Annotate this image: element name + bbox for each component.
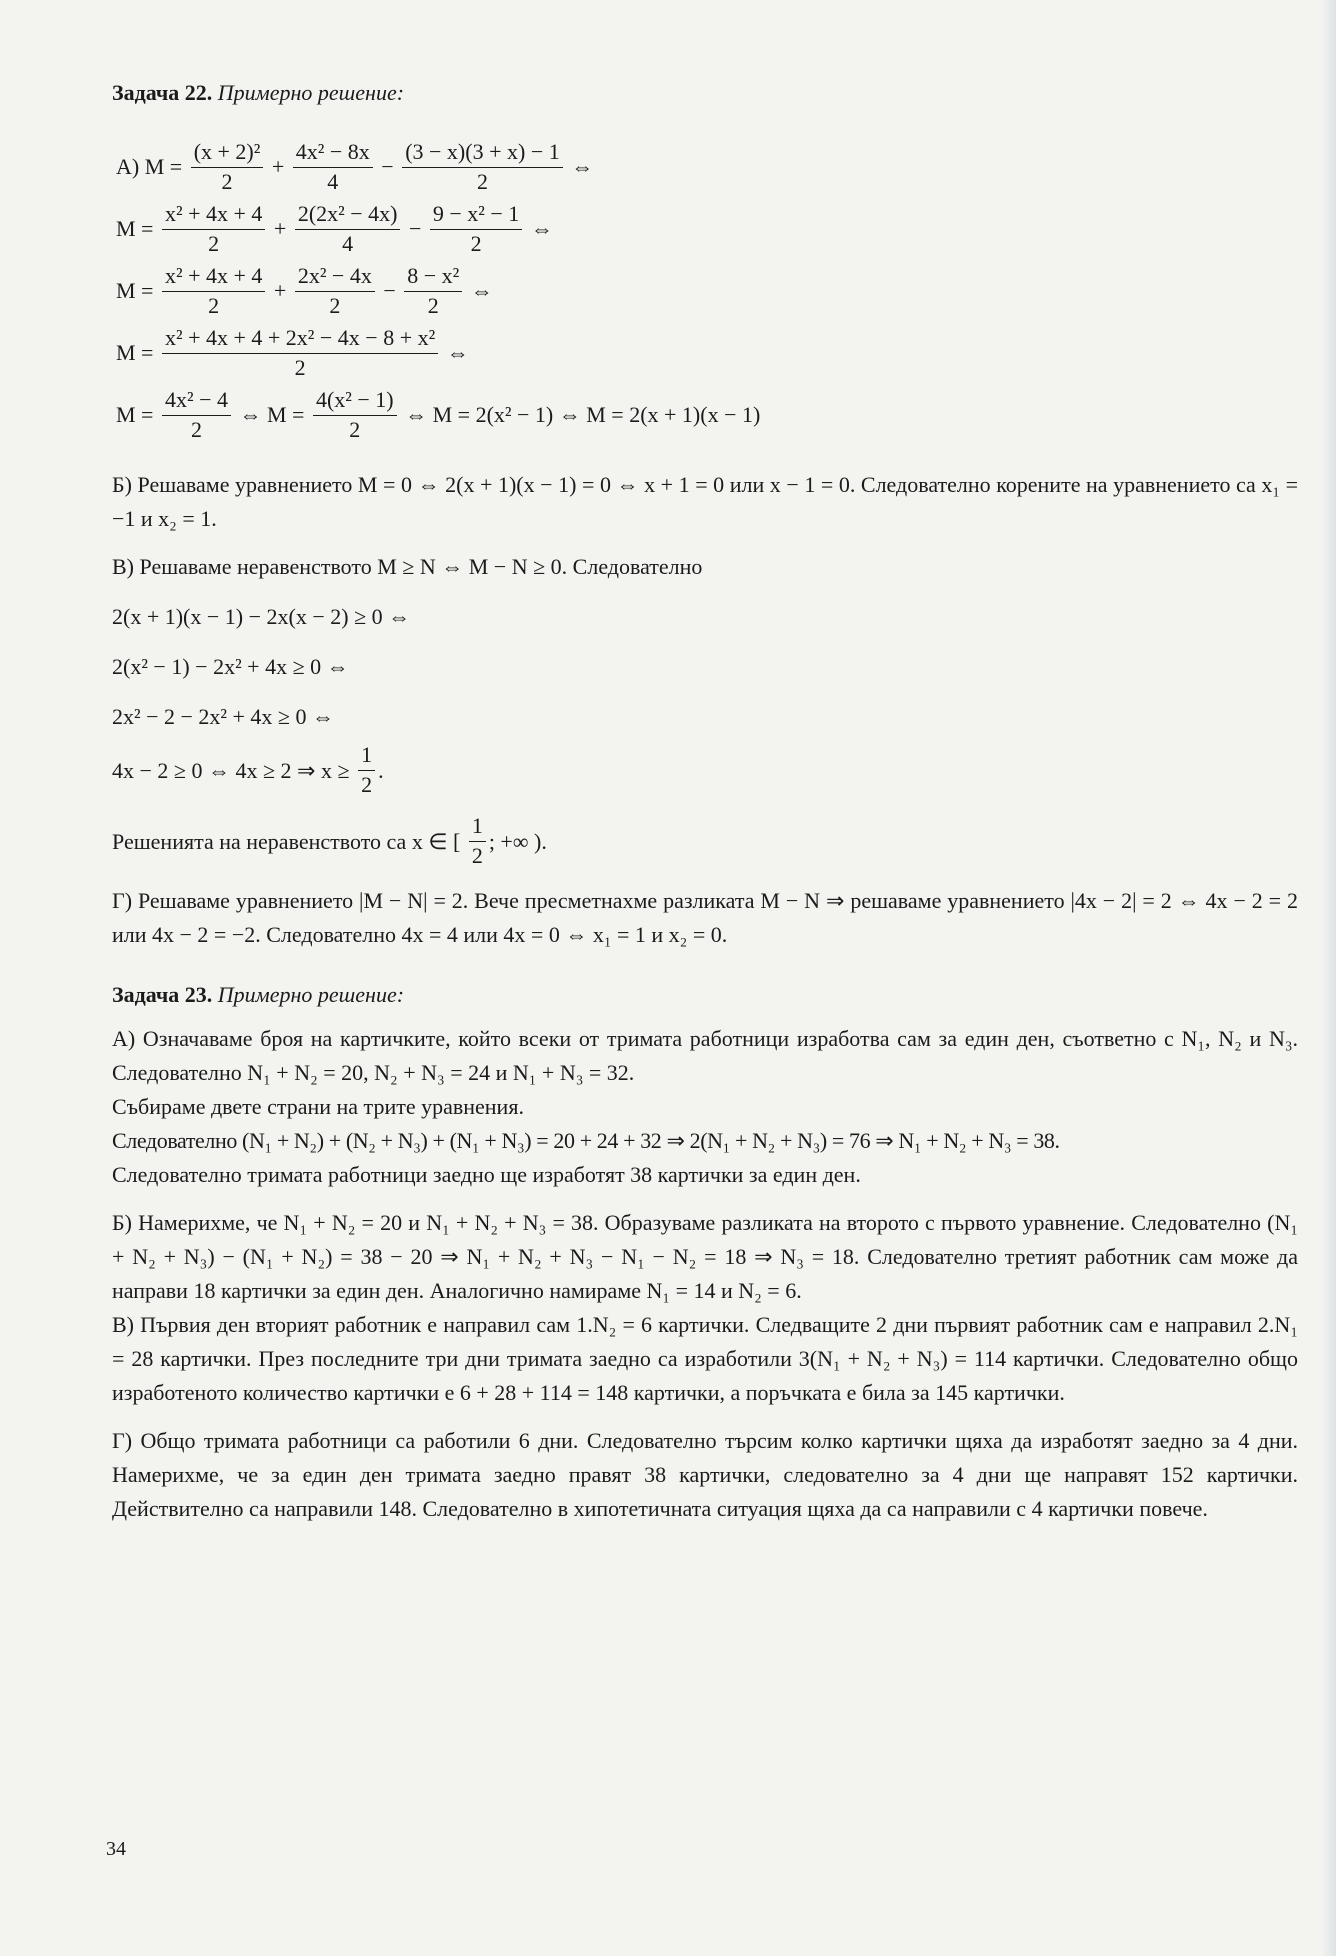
fraction-denominator: 2 <box>190 416 202 442</box>
fraction-denominator: 2 <box>221 168 233 194</box>
task-22-heading <box>112 80 1298 106</box>
fraction-denominator: 4 <box>327 168 339 194</box>
page-content <box>112 80 1298 1526</box>
fraction <box>358 742 375 799</box>
fraction <box>162 201 265 258</box>
task-23-part-a-3: Следователно (N₁ + N₂) + (N₂ + N₃) + (N₁ + N₃) = 20 + 24 + 32 ⇒ 2(N₁ + N₂ + N₃) = 76 ⇒ N₁ + N₂ + N₃ = 38. <box>112 1128 1060 1153</box>
fraction <box>402 139 563 196</box>
math-text: + <box>266 154 290 179</box>
task-22-part-v-intro: В) Решаваме неравенството M ≥ N ⇔ M − N ≥ 0. Следователно <box>112 554 703 579</box>
math-text: ⇔ M = <box>233 402 310 427</box>
task-23-title: Задача 23. <box>112 982 213 1007</box>
fraction <box>162 387 231 444</box>
fraction-denominator: 2 <box>476 168 488 194</box>
task-22-part-a <box>112 136 1298 446</box>
math-text: ⇔ <box>565 154 594 179</box>
task-22-subtitle: Примерно решение: <box>217 80 405 105</box>
task-22-part-v-lines <box>112 592 1298 799</box>
fraction-denominator: 2 <box>470 230 482 256</box>
math-text: 2x² − 2 − 2x² + 4x ≥ 0 ⇔ <box>112 704 334 729</box>
math-text: ⇔ <box>465 278 493 303</box>
task-22-part-g: Г) Решаваме уравнението |M − N| = 2. Вече пресметнахме разликата M − N ⇒ решаваме уравнението |4x − 2| = 2 ⇔ 4x − 2 = 2 или 4x − 2 = −2. Следователно 4x = 4 или 4x = 0 ⇔ x₁ = 1 и x₂ = 0. <box>112 888 1298 947</box>
fraction <box>162 325 438 382</box>
task-23-part-g: Г) Общо тримата работници са работили 6 дни. Следователно търсим колко картички щяха да изработят заедно за 4 дни. Намерихме, че за един ден тримата заедно правят 38 картички, следователно за 4 дни ще направят 152 картички. Действително са направили 148. Следователно в хипотетичната ситуация щяха да са направили с 4 картички повече. <box>112 1428 1298 1521</box>
fraction-numerator: 2x² − 4x <box>295 263 375 292</box>
fraction <box>295 263 375 320</box>
math-line <box>112 742 1298 799</box>
fraction <box>404 263 462 320</box>
math-text: ; +∞ ). <box>488 828 547 854</box>
math-text: M = <box>116 278 159 303</box>
task-23-part-a-2: Събираме двете страни на трите уравнения. <box>112 1094 524 1119</box>
fraction-numerator: (3 − x)(3 + x) − 1 <box>402 139 563 168</box>
math-text: . <box>378 757 384 783</box>
fraction-numerator: 4x² − 4 <box>162 387 231 416</box>
fraction-numerator: 2(2x² − 4x) <box>295 201 401 230</box>
math-text: 2(x + 1)(x − 1) − 2x(x − 2) ≥ 0 ⇔ <box>112 604 411 629</box>
fraction <box>430 201 522 258</box>
fraction-numerator: x² + 4x + 4 <box>162 263 265 292</box>
fraction <box>162 263 265 320</box>
fraction-numerator: x² + 4x + 4 <box>162 201 265 230</box>
math-text: ⇔ <box>441 340 469 365</box>
fraction <box>293 139 373 196</box>
math-text: + <box>268 216 292 241</box>
task-22-part-v-result <box>112 813 1298 870</box>
math-line <box>116 198 1298 260</box>
fraction-numerator: (x + 2)² <box>191 139 264 168</box>
math-text: − <box>375 154 400 179</box>
fraction-denominator: 2 <box>208 230 220 256</box>
fraction-numerator: 4x² − 8x <box>293 139 373 168</box>
task-23-heading <box>112 982 1298 1008</box>
math-line <box>116 384 1298 446</box>
task-23-subtitle: Примерно решение: <box>217 982 405 1007</box>
fraction-numerator: 8 − x² <box>404 263 462 292</box>
scan-edge <box>1322 0 1336 1956</box>
math-line <box>112 642 1298 692</box>
fraction-denominator: 2 <box>361 772 373 797</box>
fraction-denominator: 4 <box>342 230 354 256</box>
fraction-numerator: 1 <box>469 813 486 842</box>
math-text: + <box>268 278 292 303</box>
fraction-denominator: 2 <box>349 416 361 442</box>
fraction <box>191 139 264 196</box>
fraction-numerator: x² + 4x + 4 + 2x² − 4x − 8 + x² <box>162 325 438 354</box>
math-text: − <box>377 278 402 303</box>
task-23-part-a-1: А) Означаваме броя на картичките, който всеки от тримата работници изработва сам за един ден, съответно с N₁, N₂ и N₃. Следователно N₁ + N₂ = 20, N₂ + N₃ = 24 и N₁ + N₃ = 32. <box>112 1026 1298 1085</box>
math-line <box>112 813 1298 870</box>
fraction-denominator: 2 <box>208 292 220 318</box>
math-line <box>112 692 1298 742</box>
math-line <box>116 260 1298 322</box>
math-text: ⇔ <box>525 216 553 241</box>
task-23-part-b: Б) Намерихме, че N₁ + N₂ = 20 и N₁ + N₂ + N₃ = 38. Образуваме разликата на второто с първото уравнение. Следователно (N₁ + N₂ + N₃) − (N₁ + N₂) = 38 − 20 ⇒ N₁ + N₂ + N₃ − N₁ − N₂ = 18 ⇒ N₃ = 18. Следователно третият работник сам може да направи 18 картички за един ден. Аналогично намираме N₁ = 14 и N₂ = 6. <box>112 1210 1298 1303</box>
fraction-numerator: 4(x² − 1) <box>313 387 397 416</box>
fraction-denominator: 2 <box>329 292 341 318</box>
fraction <box>469 813 486 870</box>
math-line <box>116 322 1298 384</box>
fraction <box>295 201 401 258</box>
task-23-part-v: В) Първия ден вторият работник е направил сам 1.N₂ = 6 картички. Следващите 2 дни първият работник сам е направил 2.N₁ = 28 картички. През последните три дни тримата заедно са изработили 3(N₁ + N₂ + N₃) = 114 картички. Следователно общо изработеното количество картички е 6 + 28 + 114 = 148 картички, а поръчката е била за 145 картички. <box>112 1312 1298 1405</box>
fraction-numerator: 9 − x² − 1 <box>430 201 522 230</box>
math-text: − <box>403 216 427 241</box>
math-text: Решенията на неравенството са x ∈ [ <box>112 828 466 854</box>
math-text: А) M = <box>116 154 188 179</box>
page-number: 34 <box>106 1838 126 1860</box>
math-text: M = <box>116 402 159 427</box>
math-line <box>116 136 1298 198</box>
math-text: M = <box>116 216 159 241</box>
task-23-part-a-4: Следователно тримата работници заедно ще изработят 38 картички за един ден. <box>112 1162 861 1187</box>
fraction <box>313 387 397 444</box>
task-22-part-b: Б) Решаваме уравнението M = 0 ⇔ 2(x + 1)(x − 1) = 0 ⇔ x + 1 = 0 или x − 1 = 0. Следователно корените на уравнението са x₁ = −1 и x₂ = 1. <box>112 472 1298 531</box>
fraction-denominator: 2 <box>471 843 483 868</box>
math-line <box>112 592 1298 642</box>
fraction-denominator: 2 <box>294 354 306 380</box>
fraction-denominator: 2 <box>427 292 439 318</box>
fraction-numerator: 1 <box>358 742 375 771</box>
math-text: 2(x² − 1) − 2x² + 4x ≥ 0 ⇔ <box>112 654 349 679</box>
math-text: 4x − 2 ≥ 0 ⇔ 4x ≥ 2 ⇒ x ≥ <box>112 757 356 783</box>
math-text: M = <box>116 340 159 365</box>
math-text: ⇔ M = 2(x² − 1) ⇔ M = 2(x + 1)(x − 1) <box>399 402 761 427</box>
task-22-title: Задача 22. <box>112 80 213 105</box>
